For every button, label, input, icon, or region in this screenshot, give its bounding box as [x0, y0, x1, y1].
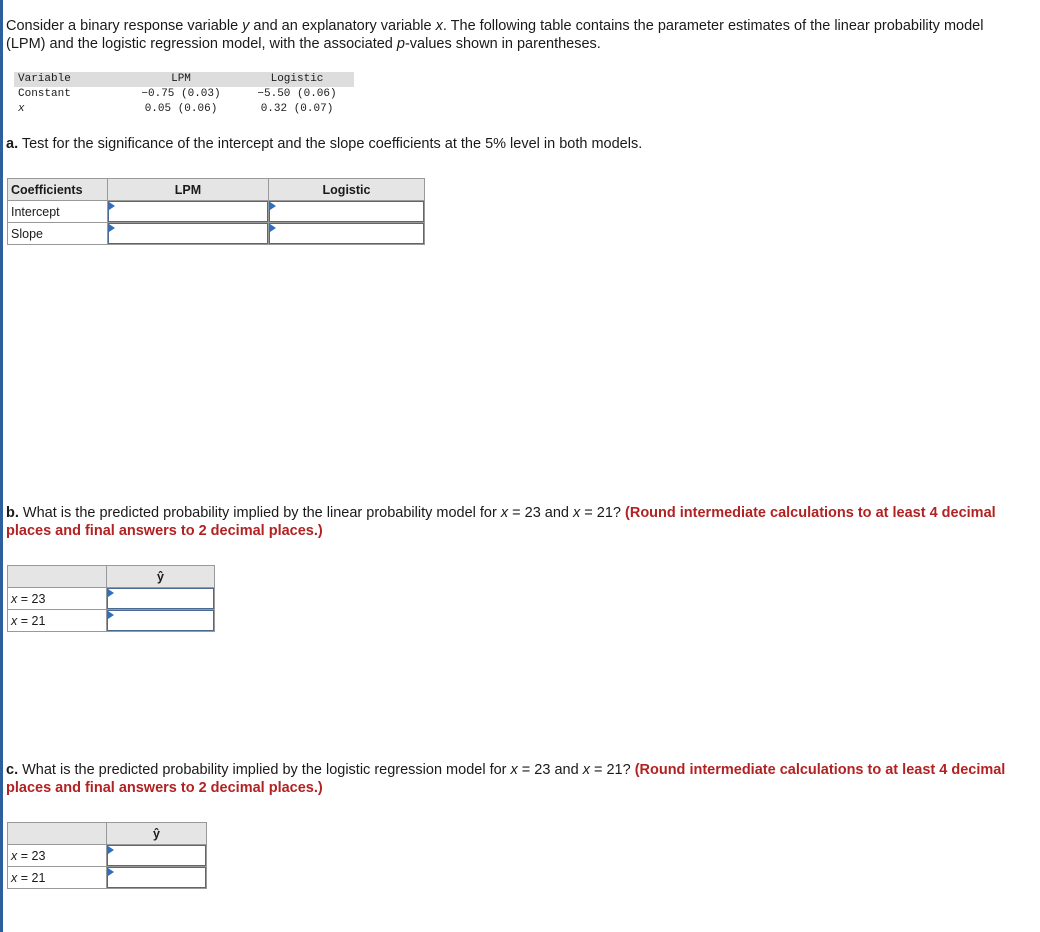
- row-label-x21: x = 21: [8, 610, 107, 632]
- slope-logistic-cell: [269, 223, 425, 245]
- field-marker-icon: [108, 868, 114, 876]
- logistic-x23-cell: [107, 845, 207, 867]
- header-y-hat: ŷ: [107, 823, 207, 845]
- intercept-lpm-input[interactable]: [108, 201, 268, 222]
- lpm-x23-input[interactable]: [107, 588, 214, 609]
- estimates-cell: x: [18, 103, 25, 115]
- lpm-prediction-table: [7, 565, 215, 632]
- slope-lpm-input[interactable]: [108, 223, 268, 244]
- coefficients-answer-table: [7, 178, 425, 245]
- estimates-header-logistic: Logistic: [240, 72, 354, 87]
- lpm-x23-cell: [107, 588, 215, 610]
- estimates-header-row: [14, 72, 354, 87]
- header-y-hat: ŷ: [107, 566, 215, 588]
- estimates-header-lpm: LPM: [122, 72, 240, 87]
- slope-logistic-input[interactable]: [269, 223, 424, 244]
- table-row: [8, 867, 207, 889]
- row-label-x23: x = 23: [8, 845, 107, 867]
- field-marker-icon: [108, 589, 114, 597]
- field-marker-icon: [108, 611, 114, 619]
- header-blank: [8, 823, 107, 845]
- logistic-prediction-table: [7, 822, 207, 889]
- question-c: c. What is the predicted probability implied by the logistic regression model for x = 23 and x = 21? (Round intermediate calculations to at least 4 decimal places and final answers to 2 decimal places.): [6, 762, 1006, 796]
- header-logistic: Logistic: [269, 179, 425, 201]
- field-marker-icon: [109, 202, 115, 210]
- table-row: [8, 223, 425, 245]
- header-blank: [8, 566, 107, 588]
- logistic-x21-input[interactable]: [107, 867, 206, 888]
- header-lpm: LPM: [108, 179, 269, 201]
- estimates-table: [14, 72, 354, 117]
- table-row: [8, 201, 425, 223]
- table-row: [8, 588, 215, 610]
- left-accent-bar: [0, 0, 3, 932]
- estimates-row-x: [14, 102, 354, 117]
- row-label-x23: x = 23: [8, 588, 107, 610]
- row-label-intercept: Intercept: [8, 201, 108, 223]
- estimates-cell: −0.75 (0.03): [141, 88, 221, 100]
- row-label-x21: x = 21: [8, 867, 107, 889]
- field-marker-icon: [109, 224, 115, 232]
- estimates-row-constant: [14, 87, 354, 102]
- field-marker-icon: [270, 202, 276, 210]
- table-row: [8, 845, 207, 867]
- estimates-cell: 0.32 (0.07): [260, 103, 334, 115]
- lpm-x21-input[interactable]: [107, 610, 214, 631]
- lpm-x21-cell: [107, 610, 215, 632]
- intercept-lpm-cell: [108, 201, 269, 223]
- question-a: a. Test for the significance of the intercept and the slope coefficients at the 5% level in both models.: [6, 136, 643, 152]
- estimates-cell: Constant: [18, 88, 71, 100]
- slope-lpm-cell: [108, 223, 269, 245]
- estimates-cell: −5.50 (0.06): [257, 88, 337, 100]
- intercept-logistic-cell: [269, 201, 425, 223]
- estimates-cell: 0.05 (0.06): [144, 103, 218, 115]
- header-coefficients: Coefficients: [8, 179, 108, 201]
- estimates-header-variable: Variable: [14, 72, 122, 87]
- field-marker-icon: [270, 224, 276, 232]
- table-row: [8, 610, 215, 632]
- intercept-logistic-input[interactable]: [269, 201, 424, 222]
- intro-text: Consider a binary response variable y and an explanatory variable x. The following table contains the parameter estimates of the linear probability model (LPM) and the logistic regression model, with the associated p-values shown in parentheses.: [6, 18, 984, 52]
- logistic-x23-input[interactable]: [107, 845, 206, 866]
- logistic-x21-cell: [107, 867, 207, 889]
- row-label-slope: Slope: [8, 223, 108, 245]
- question-b: b. What is the predicted probability implied by the linear probability model for x = 23 and x = 21? (Round intermediate calculations to at least 4 decimal places and final answers to 2 decimal places.): [6, 505, 996, 539]
- field-marker-icon: [108, 846, 114, 854]
